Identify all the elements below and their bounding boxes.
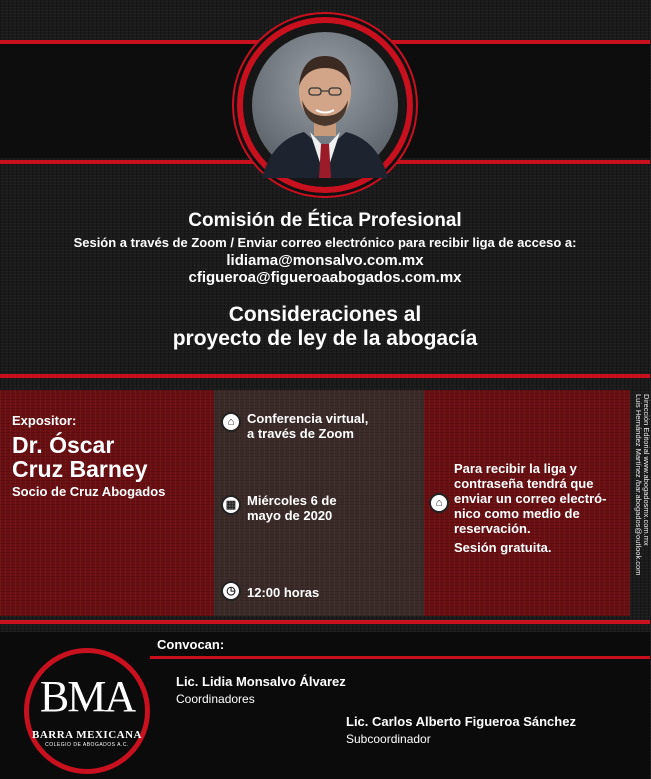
calendar-icon: ▦ xyxy=(221,495,241,515)
footer-red-line xyxy=(150,656,650,659)
event-title xyxy=(0,303,650,351)
subcoordinator-role: Subcoordinador xyxy=(346,732,431,746)
email-figueroa[interactable]: cfigueroa@figueroaabogados.com.mx xyxy=(188,269,462,286)
event-title-line-2: proyecto de ley de la abogacía xyxy=(172,327,478,350)
editorial-credits xyxy=(634,394,650,614)
convocan-label: Convocan: xyxy=(157,637,225,652)
date-line-1: Miércoles 6 de xyxy=(247,493,337,508)
time-text: 12:00 horas xyxy=(247,585,320,600)
registration-text xyxy=(454,461,629,536)
bma-logo-subtitle: COLEGIO DE ABOGADOS A.C. xyxy=(45,742,129,748)
coordinator-role: Coordinadores xyxy=(176,692,255,706)
commission-title: Comisión de Ética Profesional xyxy=(188,210,462,231)
format-line-1: Conferencia virtual, xyxy=(247,411,369,426)
email-lidia[interactable]: lidiama@monsalvo.com.mx xyxy=(226,252,424,269)
speaker-label: Expositor: xyxy=(12,413,77,428)
format-text xyxy=(247,411,368,441)
date-line-2: mayo de 2020 xyxy=(247,508,333,523)
middle-red-line-bottom xyxy=(0,620,650,624)
session-instructions: Sesión a través de Zoom / Enviar correo electrónico para recibir liga de acceso a: xyxy=(73,235,577,250)
speaker-position: Socio de Cruz Abogados xyxy=(12,484,166,499)
speaker-name xyxy=(12,433,147,481)
subcoordinator-name: Lic. Carlos Alberto Figueroa Sánchez xyxy=(346,714,576,729)
speaker-photo-illustration xyxy=(252,32,398,178)
building-icon: ⌂ xyxy=(221,412,241,432)
registration-line-5: reservación. xyxy=(454,521,531,536)
registration-line-2: contraseña tendrá que xyxy=(454,476,594,491)
middle-red-line-top xyxy=(0,374,650,378)
clock-icon: ◷ xyxy=(221,581,241,601)
building-icon-registration: ⌂ xyxy=(429,493,449,513)
bma-logo-mark: BMA xyxy=(39,672,135,721)
speaker-name-line-2: Cruz Barney xyxy=(12,456,148,482)
format-line-2: a través de Zoom xyxy=(247,426,354,441)
credits-line-2: Luis Hernández Martínez /bar.abogados@outlook.com xyxy=(634,394,643,576)
date-text xyxy=(247,493,337,523)
registration-line-4: nico como medio de xyxy=(454,506,580,521)
registration-line-3: enviar un correo electró- xyxy=(454,491,607,506)
coordinator-name: Lic. Lidia Monsalvo Álvarez xyxy=(176,674,346,689)
event-title-line-1: Consideraciones al xyxy=(228,303,422,326)
registration-line-1: Para recibir la liga y xyxy=(454,461,577,476)
speaker-portrait xyxy=(252,32,398,178)
free-session: Sesión gratuita. xyxy=(454,540,552,555)
credits-line-1: Dirección Editorial www.abogadosmx.com.mx xyxy=(642,394,651,546)
speaker-name-line-1: Dr. Óscar xyxy=(12,432,115,458)
bma-logo-name: BARRA MEXICANA xyxy=(32,729,142,741)
